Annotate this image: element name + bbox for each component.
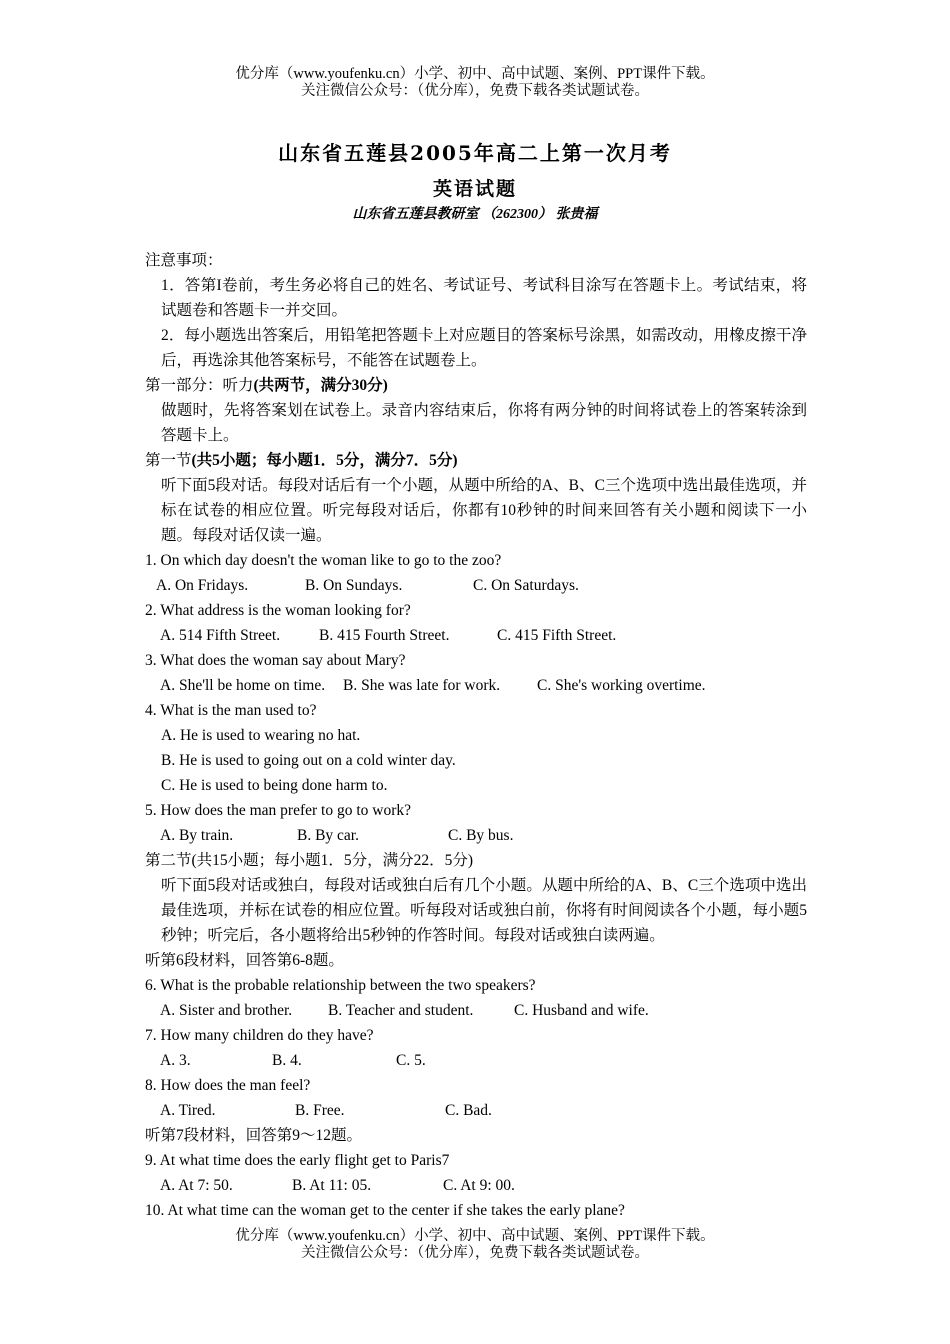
question-stem: 7. How many children do they have? (145, 1027, 374, 1044)
question-options (145, 998, 807, 1023)
option-c: C. By bus. (448, 827, 514, 844)
option-c: C. 415 Fifth Street. (497, 627, 617, 644)
question-stem: 3. What does the woman say about Mary? (145, 652, 406, 669)
option-c: C. Bad. (445, 1102, 492, 1119)
banner-line-2: 关注微信公众号：（优分库），免费下载各类试题试卷。 (301, 83, 649, 99)
part1-heading (145, 373, 807, 398)
banner-line-2: 关注微信公众号：（优分库），免费下载各类试题试卷。 (301, 1245, 649, 1261)
part1-heading-prefix: 第一部分：听力 (145, 377, 254, 394)
option-a: A. He is used to wearing no hat. (161, 727, 361, 744)
question-options (145, 1173, 807, 1198)
material-7-heading: 听第7段材料，回答第9～12题。 (145, 1127, 363, 1144)
question-stem: 4. What is the man used to? (145, 702, 317, 719)
question-stem: 6. What is the probable relationship between the two speakers? (145, 977, 536, 994)
section1-heading-detail: (共5小题；每小题1．5分，满分7．5分) (191, 452, 458, 469)
section1-instruction: 听下面5段对话。每段对话后有一个小题，从题中所给的A、B、C三个选项中选出最佳选项，并标在试卷的相应位置。听完每段对话后，你都有10秒钟的时间来回答有关小题和阅读下一小题。每段对话仅读一遍。 (161, 477, 807, 544)
exam-subtitle: 英语试题 (432, 178, 517, 200)
part1-instruction: 做题时，先将答案划在试卷上。录音内容结束后，你将有两分钟的时间将试卷上的答案转涂到答题卡上。 (161, 402, 807, 444)
banner-line-1: 优分库（www.youfenku.cn）小学、初中、高中试题、案例、PPT课件下载。 (235, 66, 715, 82)
question-stem: 9. At what time does the early flight get to Paris7 (145, 1152, 450, 1169)
question-options (145, 623, 807, 648)
question-options (145, 1048, 807, 1073)
question-stem: 1. On which day doesn't the woman like to go to the zoo? (145, 552, 502, 569)
section2-heading: 第二节(共15小题；每小题1．5分，满分22．5分) (145, 852, 474, 869)
banner-line-1: 优分库（www.youfenku.cn）小学、初中、高中试题、案例、PPT课件下载。 (235, 1228, 715, 1244)
footer-banner (0, 1228, 950, 1262)
option-c: C. On Saturdays. (473, 577, 579, 594)
option-c: C. Husband and wife. (514, 1002, 649, 1019)
notes-item-2: 2．每小题选出答案后，用铅笔把答题卡上对应题目的答案标号涂黑，如需改动，用橡皮擦干净后，再选涂其他答案标号，不能答在试题卷上。 (161, 327, 807, 369)
option-b: B. Free. (295, 1102, 345, 1119)
option-b: B. 4. (272, 1052, 302, 1069)
section2-instruction: 听下面5段对话或独白，每段对话或独白后有几个小题。从题中所给的A、B、C三个选项中选出最佳选项，并标在试卷的相应位置。听每段对话或独白前，你将有时间阅读各个小题，每小题5秒钟；听完后，各小题将给出5秒钟的作答时间。每段对话或独白读两遍。 (161, 877, 807, 944)
author-line: 山东省五莲县教研室 （262300） 张贵福 (352, 207, 598, 222)
option-a: A. On Fridays. (156, 577, 249, 594)
option-a: A. Tired. (160, 1102, 216, 1119)
option-a: A. At 7: 50. (160, 1177, 233, 1194)
question-stem: 2. What address is the woman looking for? (145, 602, 411, 619)
section1-heading (145, 448, 807, 473)
header-banner (0, 66, 950, 100)
notes-heading: 注意事项： (145, 252, 223, 269)
notes-item-1: 1．答第I卷前，考生务必将自己的姓名、考试证号、考试科目涂写在答题卡上。考试结束，将试题卷和答题卡一并交回。 (161, 277, 807, 319)
part1-heading-detail: (共两节，满分30分) (253, 377, 388, 394)
option-a: A. 3. (160, 1052, 191, 1069)
option-a: A. She'll be home on time. (160, 677, 326, 694)
option-b: B. On Sundays. (305, 577, 403, 594)
option-a: A. Sister and brother. (160, 1002, 293, 1019)
option-b: B. She was late for work. (343, 677, 501, 694)
option-b: B. By car. (297, 827, 359, 844)
question-stem: 8. How does the man feel? (145, 1077, 311, 1094)
question-stem: 10. At what time can the woman get to the center if she takes the early plane? (145, 1202, 625, 1219)
question-options (145, 673, 807, 698)
exam-title: 山东省五莲县2005年高二上第一次月考 (278, 141, 672, 165)
option-c: C. At 9: 00. (443, 1177, 515, 1194)
section1-heading-prefix: 第一节 (145, 452, 192, 469)
option-b: B. At 11: 05. (292, 1177, 372, 1194)
question-options (145, 823, 807, 848)
option-b: B. Teacher and student. (328, 1002, 474, 1019)
question-options (145, 1098, 807, 1123)
option-c: C. He is used to being done harm to. (161, 777, 388, 794)
option-c: C. 5. (396, 1052, 426, 1069)
material-6-heading: 听第6段材料，回答第6-8题。 (145, 952, 344, 969)
option-c: C. She's working overtime. (537, 677, 706, 694)
option-b: B. 415 Fourth Street. (319, 627, 450, 644)
question-options (145, 573, 807, 598)
option-a: A. By train. (160, 827, 234, 844)
option-a: A. 514 Fifth Street. (160, 627, 281, 644)
exam-content (145, 248, 807, 1223)
question-stem: 5. How does the man prefer to go to work? (145, 802, 412, 819)
option-b: B. He is used to going out on a cold winter day. (161, 752, 456, 769)
